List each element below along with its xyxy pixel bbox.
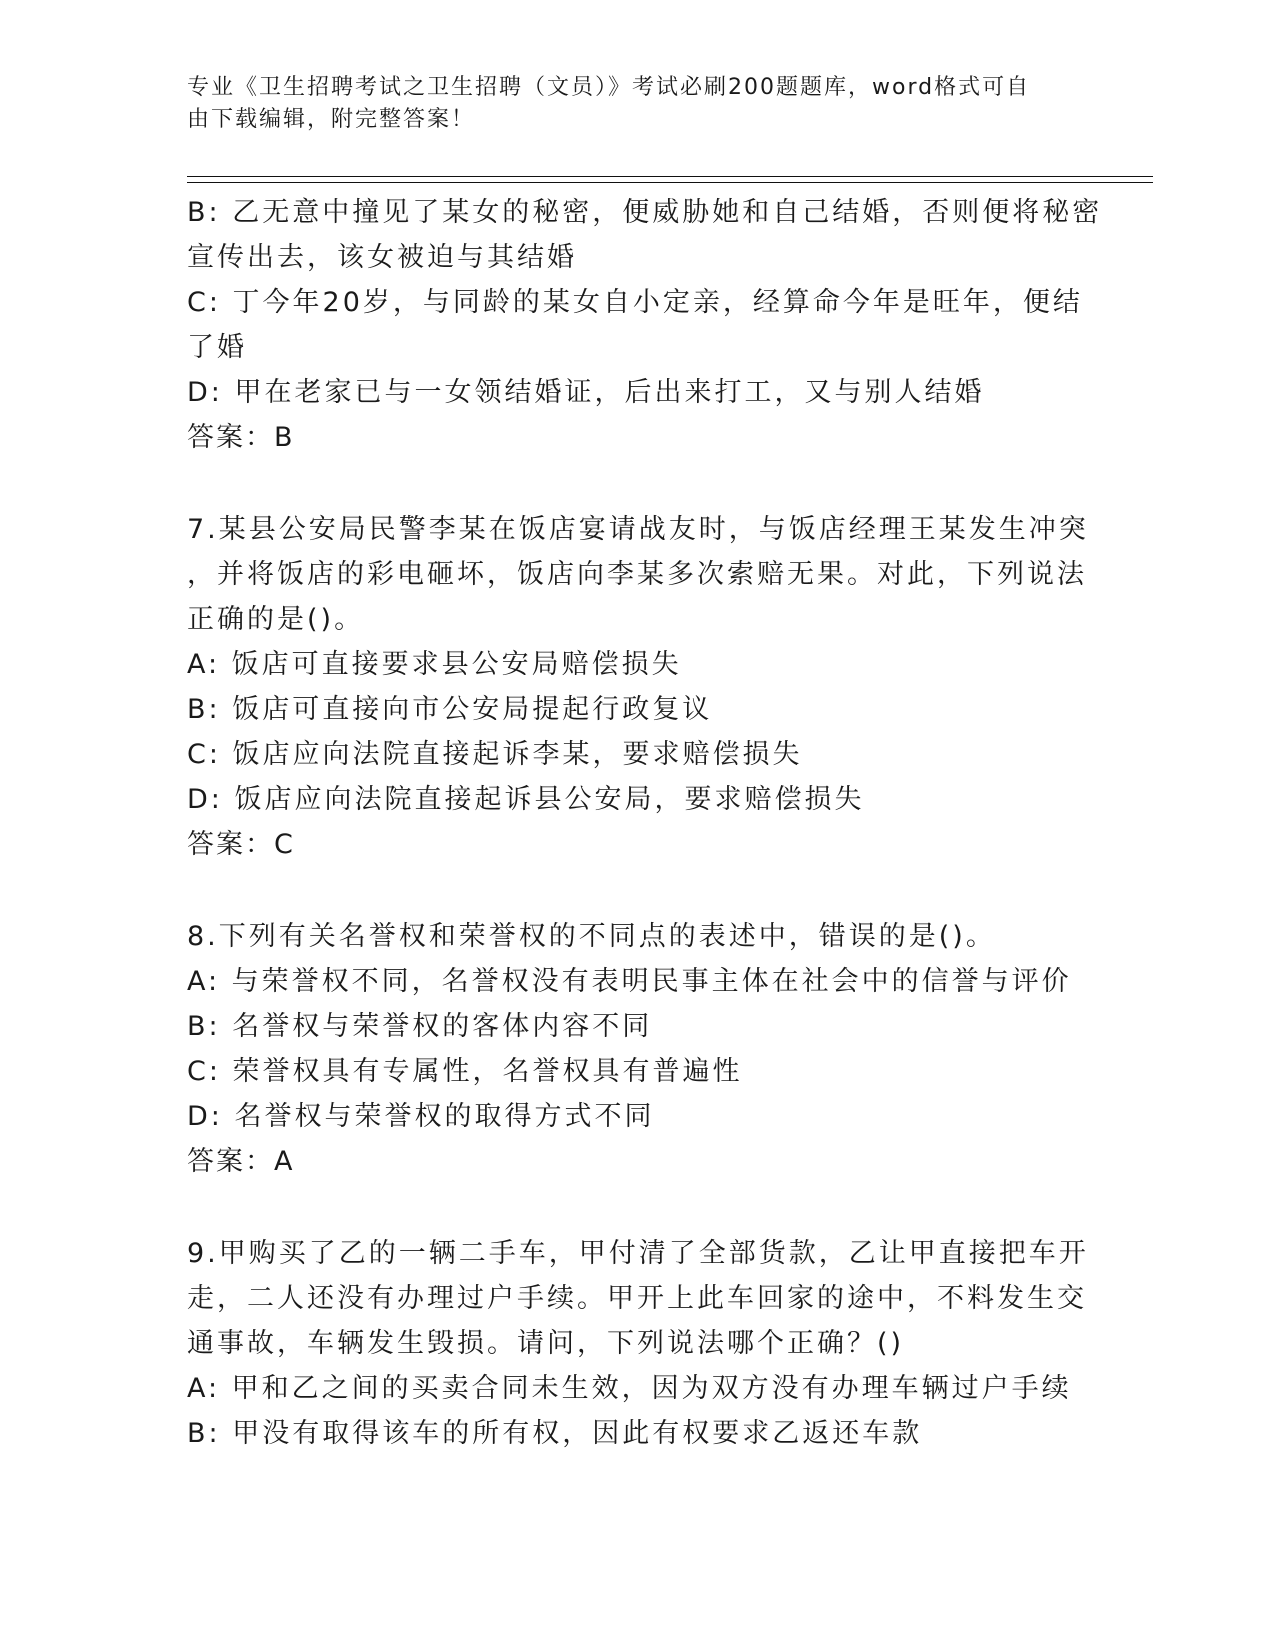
- question-6-tail: [187, 190, 1103, 460]
- header-rule-bottom: [187, 182, 1153, 183]
- q8-option-d: D: 名誉权与荣誉权的取得方式不同: [187, 1101, 655, 1132]
- q6-option-b-line-1: B: 乙无意中撞见了某女的秘密，便威胁她和自己结婚，否则便将秘密: [187, 197, 1103, 228]
- q7-stem-line-3: 正确的是()。: [187, 604, 365, 635]
- q6-option-c-line-1: C: 丁今年20岁，与同龄的某女自小定亲，经算命今年是旺年，便结: [187, 287, 1083, 318]
- q7-option-b: B: 饭店可直接向市公安局提起行政复议: [187, 694, 713, 725]
- document-header: [187, 72, 1067, 136]
- q9-stem-line-1: 9.甲购买了乙的一辆二手车，甲付清了全部货款，乙让甲直接把车开: [187, 1238, 1089, 1269]
- header-rule-top: [187, 176, 1153, 177]
- q8-option-a: A: 与荣誉权不同，名誉权没有表明民事主体在社会中的信誉与评价: [187, 966, 1072, 997]
- document-body: [187, 190, 1103, 1456]
- spacer: [187, 867, 1087, 914]
- q7-answer: 答案：C: [187, 829, 295, 860]
- spacer: [187, 1184, 1087, 1231]
- spacer: [187, 460, 1087, 507]
- q8-option-c: C: 荣誉权具有专属性，名誉权具有普遍性: [187, 1056, 743, 1087]
- q9-stem-line-2: 走，二人还没有办理过户手续。甲开上此车回家的途中，不料发生交: [187, 1283, 1087, 1314]
- q6-option-c-line-2: 了婚: [187, 332, 247, 363]
- q6-option-b-line-2: 宣传出去，该女被迫与其结婚: [187, 242, 577, 273]
- q7-option-d: D: 饭店应向法院直接起诉县公安局，要求赔偿损失: [187, 784, 865, 815]
- q9-option-b: B: 甲没有取得该车的所有权，因此有权要求乙返还车款: [187, 1418, 923, 1449]
- q7-option-c: C: 饭店应向法院直接起诉李某，要求赔偿损失: [187, 739, 803, 770]
- question-7: [187, 507, 1087, 867]
- header-line-2: 由下载编辑，附完整答案！: [187, 107, 476, 132]
- q8-stem: 8.下列有关名誉权和荣誉权的不同点的表述中，错误的是()。: [187, 921, 996, 952]
- q7-option-a: A: 饭店可直接要求县公安局赔偿损失: [187, 649, 682, 680]
- q8-option-b: B: 名誉权与荣誉权的客体内容不同: [187, 1011, 653, 1042]
- q6-option-d: D: 甲在老家已与一女领结婚证，后出来打工，又与别人结婚: [187, 377, 985, 408]
- question-8: [187, 914, 1087, 1184]
- q7-stem-line-1: 7.某县公安局民警李某在饭店宴请战友时，与饭店经理王某发生冲突: [187, 514, 1089, 545]
- q8-answer: 答案：A: [187, 1146, 295, 1177]
- q9-stem-line-3: 通事故，车辆发生毁损。请问，下列说法哪个正确？(): [187, 1328, 905, 1359]
- header-line-1: 专业《卫生招聘考试之卫生招聘（文员）》考试必刷200题题库，word格式可自: [187, 75, 1031, 100]
- question-9: [187, 1231, 1087, 1456]
- q9-option-a: A: 甲和乙之间的买卖合同未生效，因为双方没有办理车辆过户手续: [187, 1373, 1072, 1404]
- q7-stem-line-2: ，并将饭店的彩电砸坏，饭店向李某多次索赔无果。对此，下列说法: [187, 559, 1087, 590]
- q6-answer: 答案：B: [187, 422, 295, 453]
